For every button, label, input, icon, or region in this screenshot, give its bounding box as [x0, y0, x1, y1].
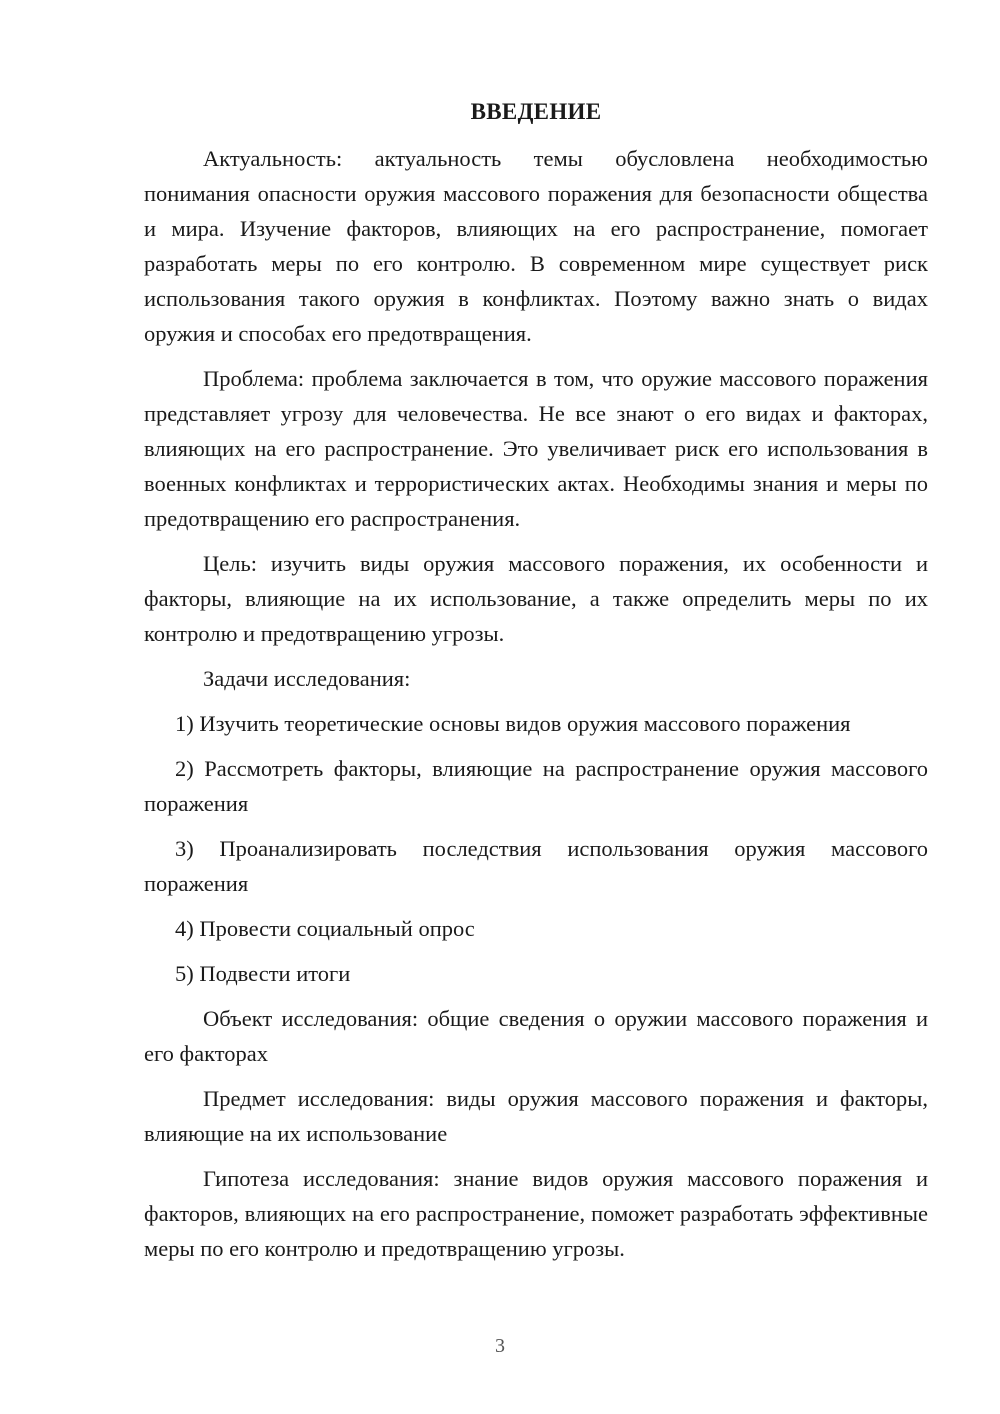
relevance-paragraph: Актуальность: актуальность темы обусловлена необходимостью понимания опасности оружия массового поражения для безопасности общества и мира. Изучение факторов, влияющих на его распространение, помогает разработать меры по его контролю. В современном мире существует риск использования такого оружия в конфликтах. Поэтому важно знать о видах оружия и способах его предотвращения. — [144, 146, 928, 346]
task-item-3: 3) Проанализировать последствия использования оружия массового поражения — [144, 836, 928, 896]
task-item-2: 2) Рассмотреть факторы, влияющие на распространение оружия массового поражения — [144, 756, 928, 816]
object-paragraph: Объект исследования: общие сведения о оружии массового поражения и его факторах — [144, 1006, 928, 1066]
goal-paragraph: Цель: изучить виды оружия массового поражения, их особенности и факторы, влияющие на их использование, а также определить меры по их контролю и предотвращению угрозы. — [144, 551, 928, 646]
tasks-heading: Задачи исследования: — [203, 666, 411, 691]
task-item-1: 1) Изучить теоретические основы видов оружия массового поражения — [175, 711, 851, 736]
subject-paragraph: Предмет исследования: виды оружия массового поражения и факторы, влияющие на их использование — [144, 1086, 928, 1146]
task-item-5: 5) Подвести итоги — [175, 961, 351, 986]
page-title: ВВЕДЕНИЕ — [470, 99, 602, 124]
task-item-4: 4) Провести социальный опрос — [175, 916, 475, 941]
page-number: 3 — [495, 1335, 505, 1357]
hypothesis-paragraph: Гипотеза исследования: знание видов оружия массового поражения и факторов, влияющих на его распространение, поможет разработать эффективные меры по его контролю и предотвращению угрозы. — [144, 1166, 928, 1261]
page-content — [144, 95, 928, 1276]
problem-paragraph: Проблема: проблема заключается в том, что оружие массового поражения представляет угрозу для человечества. Не все знают о его видах и факторах, влияющих на его распространение. Это увеличивает риск его использования в военных конфликтах и террористических актах. Необходимы знания и меры по предотвращению его распространения. — [144, 366, 928, 531]
